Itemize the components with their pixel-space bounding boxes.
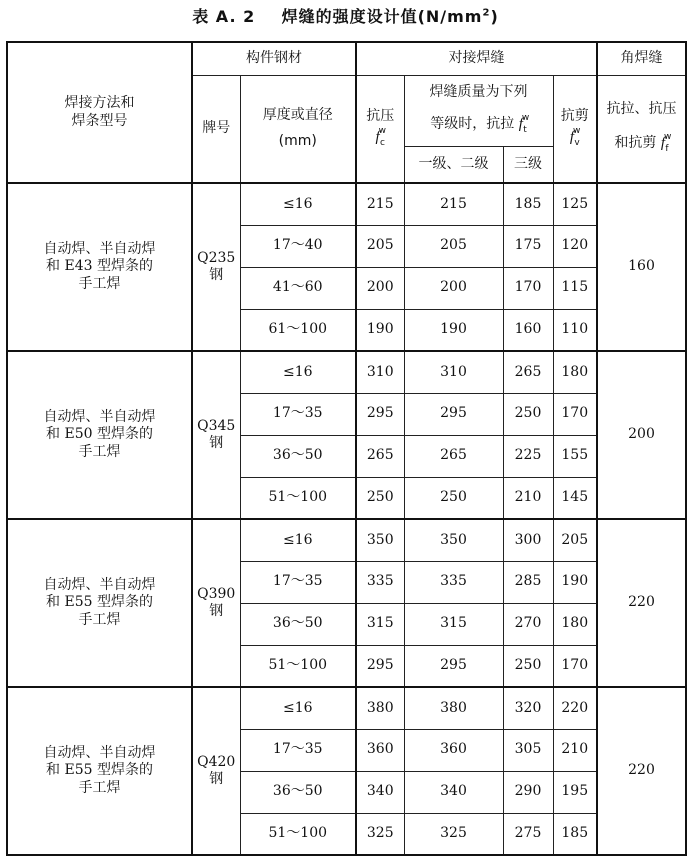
- table-title-text: 焊缝的强度设计值(N/mm: [281, 7, 483, 26]
- header-thickness-line: 厚度或直径: [262, 107, 333, 124]
- ft3-cell: 300: [503, 519, 553, 561]
- header-fillet-strength: [597, 75, 686, 183]
- header-grade: 牌号: [192, 75, 240, 183]
- ft12-cell: 325: [404, 813, 503, 855]
- header-shear-label: 抗剪: [560, 108, 589, 125]
- steel-grade: [192, 351, 240, 519]
- header-method: [7, 42, 192, 183]
- fc-cell: 325: [356, 813, 404, 855]
- steel-grade-code: Q420: [197, 753, 236, 770]
- header-member-steel: 构件钢材: [192, 42, 356, 75]
- fc-cell: 380: [356, 687, 404, 729]
- header-method-line: 焊条型号: [71, 112, 128, 129]
- fv-cell: 155: [553, 435, 597, 477]
- header-fillet-line2: 和抗剪 fwf: [614, 131, 672, 154]
- fillet-cell: 160: [597, 183, 686, 351]
- ft12-cell: 340: [404, 771, 503, 813]
- header-tension-by-grade: [404, 75, 553, 146]
- symbol-fcw: fwc: [375, 125, 387, 148]
- weld-method-line: 自动焊、半自动焊: [43, 744, 156, 761]
- header-grade-1-2: 一级、二级: [404, 146, 503, 183]
- weld-method: [7, 519, 192, 687]
- steel-grade-suffix: 钢: [209, 603, 224, 619]
- header-shear: [553, 75, 597, 183]
- thickness-cell: 17～35: [240, 561, 356, 603]
- ft12-cell: 295: [404, 393, 503, 435]
- thickness-cell: ≤16: [240, 519, 356, 561]
- steel-grade: [192, 687, 240, 855]
- header-grade-3: 三级: [503, 146, 553, 183]
- fv-cell: 110: [553, 309, 597, 351]
- thickness-cell: 17～35: [240, 729, 356, 771]
- header-tension-line2: 等级时，抗拉 fwt: [430, 112, 530, 135]
- fc-cell: 190: [356, 309, 404, 351]
- weld-method-line: 自动焊、半自动焊: [43, 408, 156, 425]
- weld-method-line: 手工焊: [78, 443, 121, 460]
- ft3-cell: 320: [503, 687, 553, 729]
- fv-cell: 115: [553, 267, 597, 309]
- steel-grade-code: Q235: [197, 249, 236, 266]
- header-fillet-line: 抗拉、抗压: [606, 100, 677, 117]
- fv-cell: 205: [553, 519, 597, 561]
- ft3-cell: 185: [503, 183, 553, 225]
- ft12-cell: 205: [404, 225, 503, 267]
- header-fillet-weld: 角焊缝: [597, 42, 686, 75]
- table-title-sup: 2: [482, 7, 491, 19]
- fv-cell: 170: [553, 393, 597, 435]
- fc-cell: 335: [356, 561, 404, 603]
- fv-cell: 190: [553, 561, 597, 603]
- weld-method-line: 手工焊: [78, 611, 121, 628]
- fc-cell: 265: [356, 435, 404, 477]
- fc-cell: 215: [356, 183, 404, 225]
- fc-cell: 200: [356, 267, 404, 309]
- thickness-cell: 51～100: [240, 645, 356, 687]
- header-thickness: [240, 75, 356, 183]
- weld-strength-table: [6, 41, 687, 856]
- ft12-cell: 215: [404, 183, 503, 225]
- ft12-cell: 315: [404, 603, 503, 645]
- fv-cell: 170: [553, 645, 597, 687]
- header-butt-weld: 对接焊缝: [356, 42, 597, 75]
- symbol-fvw: fwv: [569, 125, 581, 148]
- fv-cell: 220: [553, 687, 597, 729]
- weld-method-line: 和 E50 型焊条的: [46, 426, 153, 443]
- fc-cell: 250: [356, 477, 404, 519]
- ft3-cell: 250: [503, 393, 553, 435]
- fc-cell: 310: [356, 351, 404, 393]
- fv-cell: 120: [553, 225, 597, 267]
- thickness-cell: 17～35: [240, 393, 356, 435]
- ft12-cell: 380: [404, 687, 503, 729]
- table-title-suffix: ): [490, 7, 499, 26]
- header-compression-label: 抗压: [366, 108, 395, 125]
- fillet-cell: 220: [597, 687, 686, 855]
- fillet-cell: 220: [597, 519, 686, 687]
- fc-cell: 350: [356, 519, 404, 561]
- fv-cell: 210: [553, 729, 597, 771]
- weld-method-line: 手工焊: [78, 275, 121, 292]
- fv-cell: 195: [553, 771, 597, 813]
- steel-grade-code: Q345: [197, 417, 236, 434]
- steel-grade: [192, 519, 240, 687]
- fc-cell: 295: [356, 645, 404, 687]
- thickness-cell: 41～60: [240, 267, 356, 309]
- thickness-cell: 51～100: [240, 477, 356, 519]
- steel-grade-suffix: 钢: [209, 435, 224, 451]
- fillet-cell: 200: [597, 351, 686, 519]
- table-title: [0, 4, 691, 27]
- thickness-cell: 51～100: [240, 813, 356, 855]
- fc-cell: 295: [356, 393, 404, 435]
- weld-method-line: 和 E55 型焊条的: [46, 762, 153, 779]
- ft12-cell: 335: [404, 561, 503, 603]
- ft12-cell: 190: [404, 309, 503, 351]
- ft3-cell: 170: [503, 267, 553, 309]
- steel-grade-code: Q390: [197, 585, 236, 602]
- header-compression: [356, 75, 404, 183]
- fc-cell: 205: [356, 225, 404, 267]
- thickness-cell: ≤16: [240, 687, 356, 729]
- ft3-cell: 225: [503, 435, 553, 477]
- steel-grade: [192, 183, 240, 351]
- weld-method: [7, 183, 192, 351]
- ft3-cell: 275: [503, 813, 553, 855]
- fc-cell: 315: [356, 603, 404, 645]
- weld-method-line: 和 E55 型焊条的: [46, 594, 153, 611]
- weld-method-line: 自动焊、半自动焊: [43, 240, 156, 257]
- header-tension-line: 焊缝质量为下列: [429, 83, 528, 100]
- ft12-cell: 360: [404, 729, 503, 771]
- fv-cell: 185: [553, 813, 597, 855]
- thickness-cell: 36～50: [240, 771, 356, 813]
- thickness-cell: 36～50: [240, 435, 356, 477]
- weld-method-line: 自动焊、半自动焊: [43, 576, 156, 593]
- thickness-cell: 17～40: [240, 225, 356, 267]
- thickness-cell: 36～50: [240, 603, 356, 645]
- ft12-cell: 200: [404, 267, 503, 309]
- ft3-cell: 265: [503, 351, 553, 393]
- weld-method: [7, 687, 192, 855]
- ft3-cell: 270: [503, 603, 553, 645]
- steel-grade-suffix: 钢: [209, 771, 224, 787]
- fv-cell: 145: [553, 477, 597, 519]
- ft3-cell: 250: [503, 645, 553, 687]
- weld-method: [7, 351, 192, 519]
- fv-cell: 180: [553, 603, 597, 645]
- fc-cell: 340: [356, 771, 404, 813]
- ft12-cell: 250: [404, 477, 503, 519]
- header-method-line: 焊接方法和: [64, 95, 135, 111]
- ft3-cell: 285: [503, 561, 553, 603]
- fv-cell: 125: [553, 183, 597, 225]
- ft3-cell: 160: [503, 309, 553, 351]
- table-title-prefix: 表 A. 2: [192, 7, 256, 26]
- ft3-cell: 210: [503, 477, 553, 519]
- ft12-cell: 310: [404, 351, 503, 393]
- ft3-cell: 290: [503, 771, 553, 813]
- fv-cell: 180: [553, 351, 597, 393]
- steel-grade-suffix: 钢: [209, 267, 224, 283]
- ft3-cell: 305: [503, 729, 553, 771]
- ft12-cell: 350: [404, 519, 503, 561]
- thickness-cell: ≤16: [240, 183, 356, 225]
- ft12-cell: 295: [404, 645, 503, 687]
- thickness-cell: ≤16: [240, 351, 356, 393]
- header-thickness-line: (mm): [278, 132, 317, 149]
- ft12-cell: 265: [404, 435, 503, 477]
- ft3-cell: 175: [503, 225, 553, 267]
- fc-cell: 360: [356, 729, 404, 771]
- weld-method-line: 和 E43 型焊条的: [46, 258, 153, 275]
- thickness-cell: 61～100: [240, 309, 356, 351]
- weld-method-line: 手工焊: [78, 779, 121, 796]
